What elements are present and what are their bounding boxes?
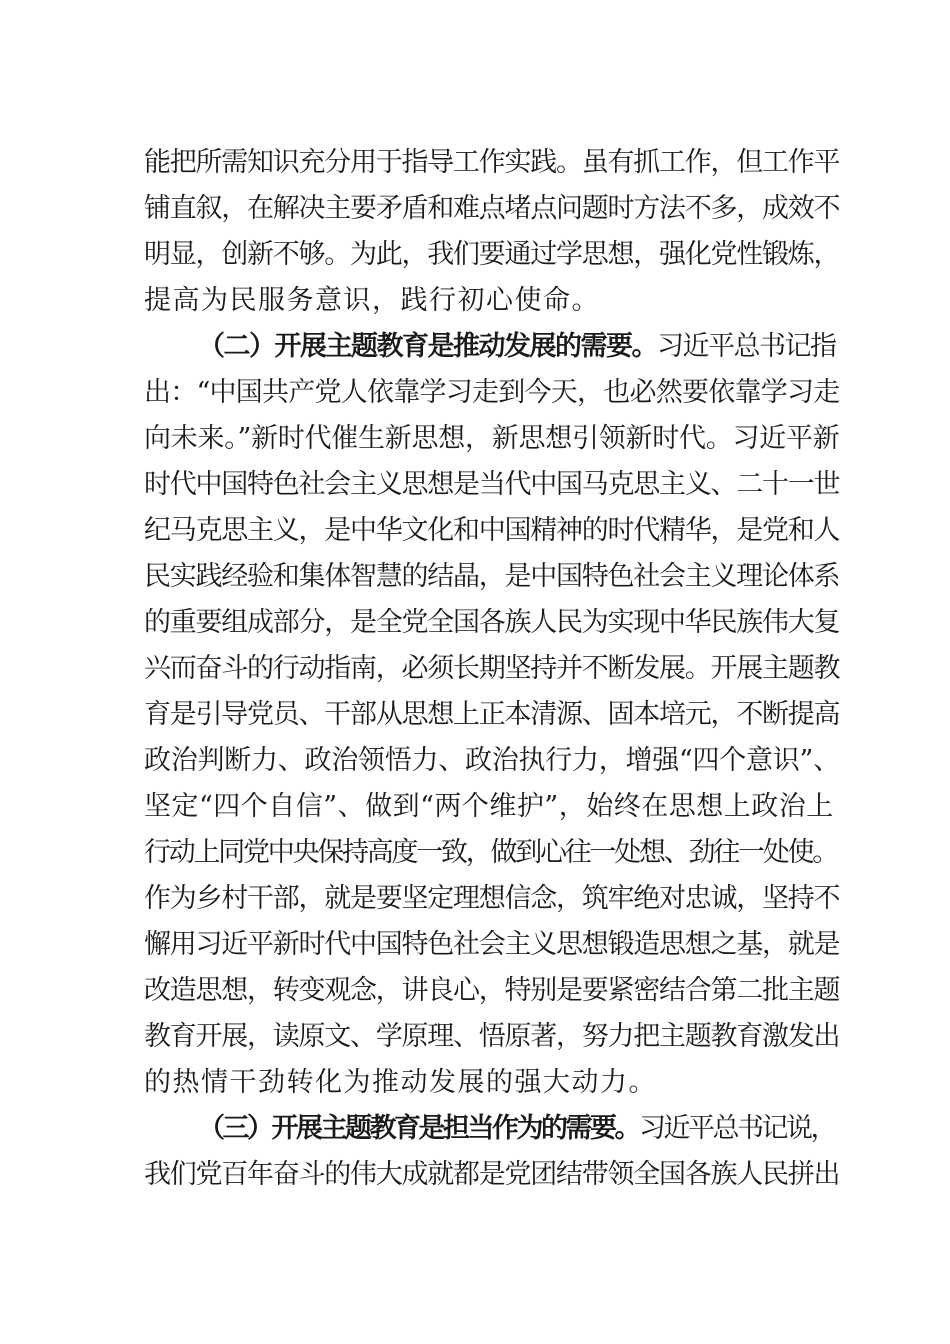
text-line: 行动上同党中央保持高度一致，做到心往一处想、劲往一处使。: [144, 837, 837, 868]
text-line: 坚定“四个自信”、做到“两个维护”，始终在思想上政治上: [144, 791, 834, 822]
text-line: 教育开展，读原文、学原理、悟原著，努力把主题教育激发出: [144, 1021, 840, 1052]
text-line: 改造思想，转变观念，讲良心，特别是要紧密结合第二批主题: [144, 975, 840, 1006]
text-line: 出：“中国共产党人依靠学习走到今天，也必然要依靠学习走: [144, 377, 840, 408]
paragraph-2-first-line-text: 习近平总书记指: [657, 331, 836, 362]
text-line: 的重要组成部分，是全党全国各族人民为实现中华民族伟大复: [144, 607, 840, 638]
text-line: 提高为民服务意识，践行初心使命。: [144, 285, 600, 316]
text-line: 育是引导党员、干部从思想上正本清源、固本培元，不断提高: [144, 699, 840, 730]
text-line: 时代中国特色社会主义思想是当代中国马克思主义、二十一世: [144, 469, 840, 500]
text-line: 向未来。”新时代催生新思想，新思想引领新时代。习近平新: [144, 423, 840, 454]
paragraph-3-first-line: [198, 1107, 835, 1151]
text-line: 民实践经验和集体智慧的结晶，是中国特色社会主义理论体系: [144, 561, 840, 592]
text-line: 的热情干劲转化为推动发展的强大动力。: [144, 1067, 657, 1098]
paragraph-3-first-line-text: 习近平总书记说，: [639, 1113, 835, 1144]
text-line: 兴而奋斗的行动指南，必须长期坚持并不断发展。开展主题教: [144, 653, 840, 684]
text-line: 明显，创新不够。为此，我们要通过学思想，强化党性锻炼，: [144, 239, 840, 270]
text-line: 政治判断力、政治领悟力、政治执行力，增强“四个意识”、: [144, 745, 840, 776]
text-line: 我们党百年奋斗的伟大成就都是党团结带领全国各族人民拼出: [144, 1159, 840, 1190]
text-line: 纪马克思主义，是中华文化和中国精神的时代精华，是党和人: [144, 515, 840, 546]
paragraph-3-heading: （三）开展主题教育是担当作为的需要。: [198, 1113, 639, 1144]
text-line: 铺直叙，在解决主要矛盾和难点堵点问题时方法不多，成效不: [144, 193, 840, 224]
paragraph-2-first-line: [198, 325, 836, 369]
paragraph-2-heading: （二）开展主题教育是推动发展的需要。: [198, 331, 657, 362]
text-line: 懈用习近平新时代中国特色社会主义思想锻造思想之基，就是: [144, 929, 840, 960]
text-line: 能把所需知识充分用于指导工作实践。虽有抓工作，但工作平: [144, 147, 840, 178]
text-line: 作为乡村干部，就是要坚定理想信念，筑牢绝对忠诚，坚持不: [144, 883, 840, 914]
